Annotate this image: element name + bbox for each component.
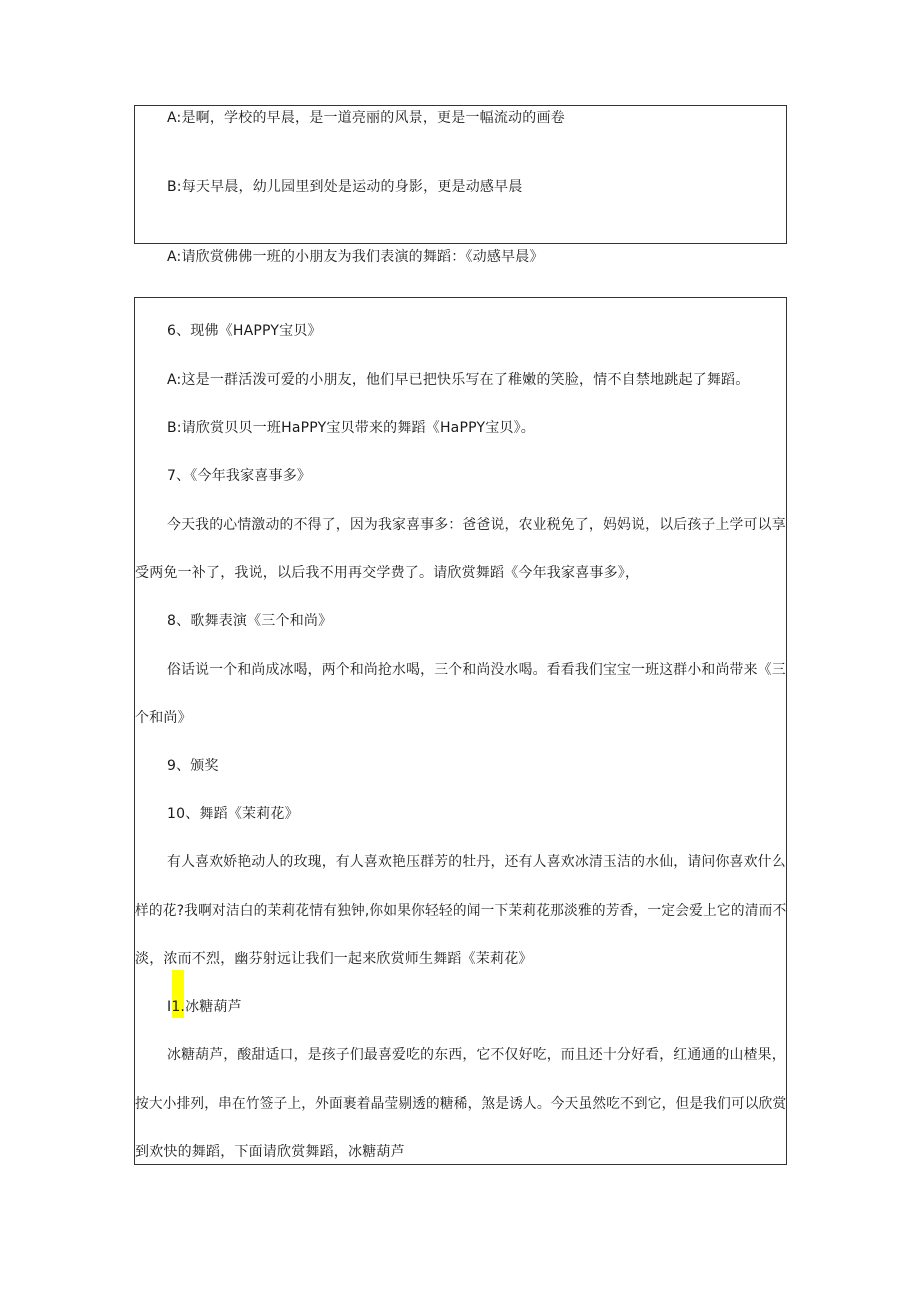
item8-title: 8、歌舞表演《三个和尚》 [167,613,333,629]
item10-para-line2: 样的花?我啊对洁白的茉莉花情有独钟,你如果你轻轻的闻一下茉莉花那淡雅的芳香，一定会爱上它的清而不 [135,903,787,919]
top-line-a: A:是啊，学校的早晨，是一道亮丽的风景，更是一幅流动的画卷 [167,110,565,126]
item7-title: 7、《今年我家喜事多》 [167,468,312,484]
item7-para-line2: 受两免一补了，我说，以后我不用再交学费了。请欣赏舞蹈《今年我家喜事多》， [135,565,640,581]
top-line-b: B:每天早晨，幼儿园里到处是运动的身影，更是动感早晨 [167,179,523,195]
item7-para-line1: 今天我的心情激动的不得了，因为我家喜事多：爸爸说，农业税免了，妈妈说，以后孩子上学可以享 [167,517,786,533]
item8-para-line2: 个和尚》 [135,710,192,726]
item10-para-line1: 有人喜欢娇艳动人的玫瑰，有人喜欢艳压群芳的牡丹，还有人喜欢冰清玉洁的水仙，请问你喜欢什么 [167,854,786,870]
intro-line-dance: A:请欣赏佛佛一班的小朋友为我们表演的舞蹈：《动感早晨》 [167,249,544,265]
item6-line-a: A:这是一群活泼可爱的小朋友，他们早已把快乐写在了稚嫩的笑脸，情不自禁地跳起了舞蹈。 [167,372,750,388]
item9-title: 9、颁奖 [167,758,219,774]
item11-para-line3: 到欢快的舞蹈，下面请欣赏舞蹈，冰糖葫芦 [135,1144,405,1160]
item6-title: 6、现佛《HAPPY宝贝》 [167,323,322,339]
item11-para-line2: 按大小排列，串在竹签子上，外面裹着晶莹剔透的糖稀，煞是诱人。今天虽然吃不到它，但是我们可以欣赏 [135,1096,787,1112]
item11-para-line1: 冰糖葫芦，酸甜适口，是孩子们最喜爱吃的东西，它不仅好吃，而且还十分好看，红通通的山楂果， [167,1047,786,1063]
item10-para-line3: 淡，浓而不烈，幽芬射远让我们一起来欣赏师生舞蹈《茉莉花》 [135,951,533,967]
item11-title: I1.冰糖葫芦 [167,999,242,1015]
item10-title: 10、舞蹈《茉莉花》 [167,806,299,822]
item8-para-line1: 俗话说一个和尚成冰喝，两个和尚抢水喝，三个和尚没水喝。看看我们宝宝一班这群小和尚带来《三 [167,662,786,678]
item6-line-b: B:请欣赏贝贝一班HaPPY宝贝带来的舞蹈《HaPPY宝贝》。 [167,420,535,436]
